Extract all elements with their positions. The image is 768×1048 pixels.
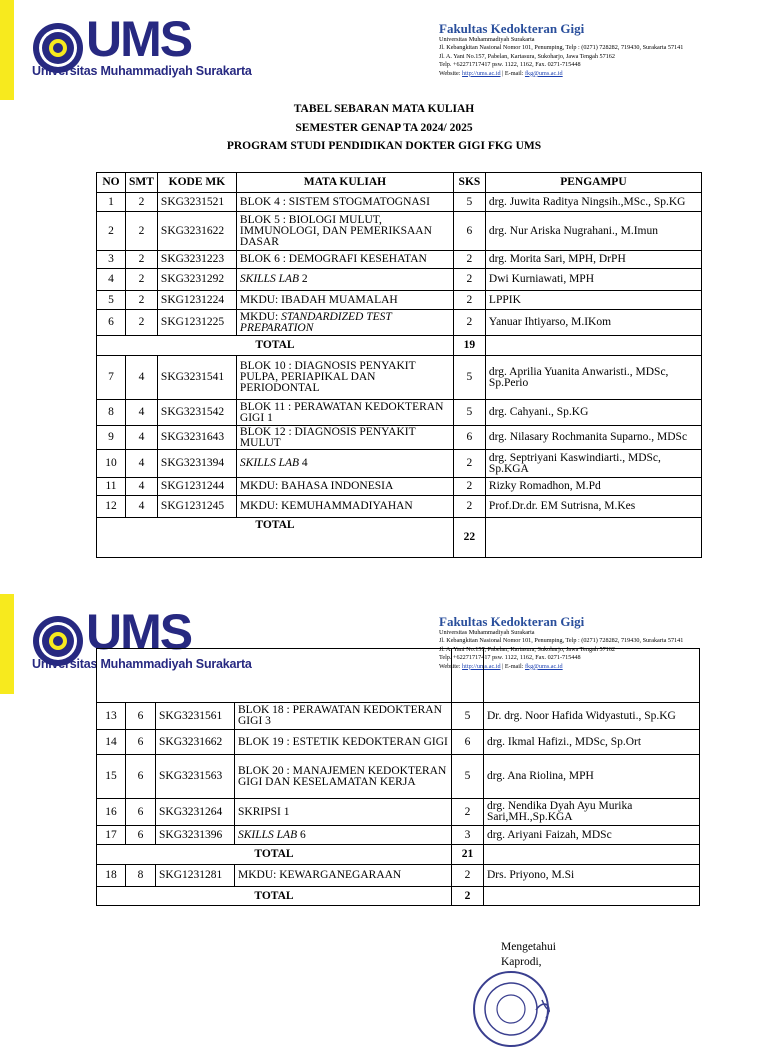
total-row <box>97 518 702 558</box>
cell-mata-kuliah <box>236 212 453 251</box>
cell-kode: SKG3231662 <box>156 730 235 755</box>
course-name: BLOK 11 : PERAWATAN KEDOKTERAN GIGI 1 <box>239 400 444 424</box>
course-table-page2 <box>96 648 700 906</box>
cell-no: 5 <box>97 291 126 310</box>
cell-no: 17 <box>97 826 126 845</box>
cell-smt: 6 <box>126 826 156 845</box>
cell-smt: 4 <box>126 450 158 478</box>
table-row <box>97 703 700 730</box>
cell-mata-kuliah <box>236 426 453 450</box>
cell-sks: 5 <box>453 193 485 212</box>
ums-logo <box>32 11 252 82</box>
table-row <box>97 251 702 269</box>
table-row <box>97 496 702 518</box>
email-link[interactable]: fkg@ums.ac.id <box>524 662 563 670</box>
letterhead-line: Universitas Muhammadiyah Surakarta <box>439 629 535 636</box>
signature-line: Kaprodi, <box>501 956 542 968</box>
table-row <box>97 478 702 496</box>
cell-pengampu: Dr. drg. Noor Hafida Widyastuti., Sp.KG <box>484 703 700 730</box>
letterhead-line: Jl. A. Yani No.157, Pabelan, Kartasura, Sukoharjo, Jawa Tengah 57162 <box>439 52 615 60</box>
university-name: Universitas Muhammadiyah Surakarta <box>32 64 252 78</box>
cell-pengampu: drg. Ana Riolina, MPH <box>484 755 700 799</box>
course-prefix: MKDU: <box>239 310 282 323</box>
cell-sks: 5 <box>453 356 485 400</box>
table-row <box>97 730 700 755</box>
cell-no: 2 <box>97 212 126 251</box>
cell-mata-kuliah <box>235 755 452 799</box>
cell-sks: 2 <box>453 251 485 269</box>
cell-smt: 6 <box>126 730 156 755</box>
cell-smt: 4 <box>126 478 158 496</box>
total-label: TOTAL <box>97 887 452 906</box>
cell-kode: SKG3231292 <box>157 269 236 291</box>
logo-wordmark: UMS <box>86 604 192 660</box>
logo-wordmark: UMS <box>86 11 192 67</box>
course-name: 2 <box>299 273 308 285</box>
total-label: TOTAL <box>97 518 454 558</box>
cell-no: 9 <box>97 426 126 450</box>
cell-no: 3 <box>97 251 126 269</box>
cell-no: 8 <box>97 400 126 426</box>
table-row <box>97 799 700 826</box>
cell-mata-kuliah <box>235 826 452 845</box>
cell-smt: 2 <box>126 269 158 291</box>
empty-cell <box>452 649 484 703</box>
cell-sks: 2 <box>452 865 484 887</box>
continuation-header-row <box>97 649 700 703</box>
col-header: MATA KULIAH <box>236 173 453 193</box>
letterhead-line: Jl. A. Yani No.157, Pabelan, Kartasura, Sukoharjo, Jawa Tengah 57162 <box>439 645 615 653</box>
cell-kode: SKG3231223 <box>157 251 236 269</box>
yellow-accent-bar <box>0 0 14 100</box>
course-name: BLOK 10 : DIAGNOSIS PENYAKIT PULPA, PERIAPIKAL DAN PERIODONTAL <box>239 360 416 394</box>
official-stamp-icon <box>472 970 550 1048</box>
document-title <box>0 100 768 156</box>
course-name: SKRIPSI 1 <box>238 805 290 818</box>
course-italic: SKILLS LAB <box>238 828 298 841</box>
course-name: BLOK 18 : PERAWATAN KEDOKTERAN GIGI 3 <box>238 704 442 727</box>
cell-no: 1 <box>97 193 126 212</box>
total-row <box>97 845 700 865</box>
table-row <box>97 356 702 400</box>
cell-pengampu: Prof.Dr.dr. EM Sutrisna, M.Kes <box>485 496 701 518</box>
cell-sks: 2 <box>453 310 485 336</box>
course-italic: STANDARDIZED TEST PREPARATION <box>239 310 392 334</box>
letterhead-line: Jl. Kebangkitan Nasional Nomor 101, Penumping, Telp : (0271) 728282, 719430, Surakarta 57141 <box>439 44 684 52</box>
empty-cell <box>484 887 700 906</box>
cell-smt: 2 <box>126 310 158 336</box>
cell-sks: 3 <box>452 826 484 845</box>
cell-smt: 2 <box>126 212 158 251</box>
letterhead-line: Jl. Kebangkitan Nasional Nomor 101, Penumping, Telp : (0271) 728282, 719430, Surakarta 57141 <box>439 637 684 645</box>
cell-kode: SKG3231542 <box>157 400 236 426</box>
cell-no: 18 <box>97 865 126 887</box>
cell-sks: 6 <box>453 426 485 450</box>
course-italic: SKILLS LAB <box>239 273 300 285</box>
cell-smt: 4 <box>126 496 158 518</box>
table-row <box>97 291 702 310</box>
website-link[interactable]: http://ums.ac.id <box>462 662 501 670</box>
cell-pengampu: Drs. Priyono, M.Si <box>484 865 700 887</box>
cell-pengampu: Rizky Romadhon, M.Pd <box>485 478 701 496</box>
course-name: 6 <box>297 828 306 841</box>
cell-no: 13 <box>97 703 126 730</box>
total-sks: 2 <box>452 887 484 906</box>
course-name: MKDU: IBADAH MUAMALAH <box>239 293 398 306</box>
cell-no: 6 <box>97 310 126 336</box>
col-header: SMT <box>126 173 158 193</box>
total-row <box>97 336 702 356</box>
cell-kode: SKG3231396 <box>156 826 235 845</box>
total-sks: 22 <box>453 518 485 558</box>
cell-pengampu: drg. Ariyani Faizah, MDSc <box>484 826 700 845</box>
cell-pengampu: drg. Septriyani Kaswindiarti., MDSc, Sp.KGA <box>485 450 701 478</box>
cell-smt: 6 <box>126 799 156 826</box>
table-row <box>97 755 700 799</box>
cell-sks: 2 <box>452 799 484 826</box>
cell-sks: 2 <box>453 478 485 496</box>
course-table-page1 <box>96 172 702 558</box>
signature-block <box>501 940 556 970</box>
cell-pengampu: drg. Morita Sari, MPH, DrPH <box>485 251 701 269</box>
cell-sks: 2 <box>453 269 485 291</box>
website-label: Website: <box>439 662 461 670</box>
cell-pengampu: Dwi Kurniawati, MPH <box>485 269 701 291</box>
cell-kode: SKG1231281 <box>156 865 235 887</box>
course-name: BLOK 5 : BIOLOGI MULUT, IMMUNOLOGI, DAN PEMERIKSAAN DASAR <box>239 213 432 248</box>
cell-mata-kuliah <box>236 269 453 291</box>
cell-sks: 2 <box>453 496 485 518</box>
letterhead-line: Universitas Muhammadiyah Surakarta <box>439 36 535 43</box>
cell-pengampu: drg. Nur Ariska Nugrahani., M.Imun <box>485 212 701 251</box>
cell-mata-kuliah <box>236 478 453 496</box>
col-header: NO <box>97 173 126 193</box>
title-line: TABEL SEBARAN MATA KULIAH <box>293 103 475 115</box>
cell-sks: 6 <box>453 212 485 251</box>
cell-kode: SKG3231643 <box>157 426 236 450</box>
total-sks: 19 <box>453 336 485 356</box>
col-header: KODE MK <box>157 173 236 193</box>
table-row <box>97 450 702 478</box>
email-label: | E-mail: <box>502 69 524 77</box>
total-sks: 21 <box>452 845 484 865</box>
cell-no: 14 <box>97 730 126 755</box>
table-row <box>97 400 702 426</box>
cell-smt: 6 <box>126 703 156 730</box>
cell-sks: 5 <box>453 400 485 426</box>
cell-kode: SKG1231224 <box>157 291 236 310</box>
cell-pengampu: LPPIK <box>485 291 701 310</box>
course-name: 4 <box>299 457 308 469</box>
total-label: TOTAL <box>97 336 454 356</box>
cell-kode: SKG3231264 <box>156 799 235 826</box>
cell-mata-kuliah <box>235 730 452 755</box>
email-link[interactable]: fkg@ums.ac.id <box>524 69 563 77</box>
cell-no: 15 <box>97 755 126 799</box>
cell-kode: SKG1231225 <box>157 310 236 336</box>
empty-cell <box>485 518 701 558</box>
cell-mata-kuliah <box>236 310 453 336</box>
table-row <box>97 426 702 450</box>
course-name: BLOK 12 : DIAGNOSIS PENYAKIT MULUT <box>239 425 416 449</box>
table-row <box>97 212 702 251</box>
empty-cell <box>485 336 701 356</box>
cell-mata-kuliah <box>236 496 453 518</box>
cell-smt: 2 <box>126 251 158 269</box>
letterhead-contact <box>439 70 759 78</box>
cell-mata-kuliah <box>235 799 452 826</box>
cell-kode: SKG3231521 <box>157 193 236 212</box>
cell-no: 11 <box>97 478 126 496</box>
cell-no: 7 <box>97 356 126 400</box>
table-row <box>97 865 700 887</box>
cell-mata-kuliah <box>236 400 453 426</box>
cell-smt: 2 <box>126 291 158 310</box>
empty-cell <box>484 845 700 865</box>
cell-sks: 6 <box>452 730 484 755</box>
cell-kode: SKG3231563 <box>156 755 235 799</box>
total-label: TOTAL <box>97 845 452 865</box>
col-header: SKS <box>453 173 485 193</box>
table-row <box>97 826 700 845</box>
faculty-title: Fakultas Kedokteran Gigi <box>439 614 585 629</box>
cell-no: 16 <box>97 799 126 826</box>
cell-mata-kuliah <box>236 251 453 269</box>
cell-smt: 8 <box>126 865 156 887</box>
title-line: SEMESTER GENAP TA 2024/ 2025 <box>295 121 473 134</box>
cell-kode: SKG3231394 <box>157 450 236 478</box>
course-name: MKDU: KEMUHAMMADIYAHAN <box>239 500 413 512</box>
cell-no: 12 <box>97 496 126 518</box>
cell-sks: 2 <box>453 291 485 310</box>
course-name: MKDU: BAHASA INDONESIA <box>239 480 394 492</box>
title-line: PROGRAM STUDI PENDIDIKAN DOKTER GIGI FKG UMS <box>226 140 542 152</box>
cell-pengampu: drg. Juwita Raditya Ningsih.,MSc., Sp.KG <box>485 193 701 212</box>
letterhead-line: Telp. +62271717417 psw. 1122, 1162, Fax. 0271-715448 <box>439 61 581 69</box>
cell-mata-kuliah <box>235 865 452 887</box>
empty-cell <box>97 649 452 703</box>
table-header-row <box>97 173 702 193</box>
email-label: | E-mail: <box>502 662 524 670</box>
cell-kode: SKG3231541 <box>157 356 236 400</box>
university-name: Universitas Muhammadiyah Surakarta <box>32 657 252 671</box>
cell-pengampu: drg. Ikmal Hafizi., MDSc, Sp.Ort <box>484 730 700 755</box>
cell-smt: 4 <box>126 400 158 426</box>
cell-mata-kuliah <box>236 291 453 310</box>
course-name: BLOK 20 : MANAJEMEN KEDOKTERAN GIGI DAN KESELAMATAN KERJA <box>238 764 447 788</box>
cell-pengampu: Yanuar Ihtiyarso, M.IKom <box>485 310 701 336</box>
table-row <box>97 193 702 212</box>
cell-pengampu: drg. Aprilia Yuanita Anwaristi., MDSc, Sp.Perio <box>485 356 701 400</box>
cell-pengampu: drg. Nendika Dyah Ayu Murika Sari,MH.,Sp.KGA <box>484 799 700 826</box>
cell-kode: SKG1231244 <box>157 478 236 496</box>
cell-smt: 4 <box>126 356 158 400</box>
empty-cell <box>484 649 700 703</box>
cell-sks: 2 <box>453 450 485 478</box>
total-row <box>97 887 700 906</box>
faculty-letterhead <box>439 21 759 78</box>
course-name: BLOK 6 : DEMOGRAFI KESEHATAN <box>239 253 427 265</box>
cell-pengampu: drg. Nilasary Rochmanita Suparno., MDSc <box>485 426 701 450</box>
course-name: MKDU: KEWARGANEGARAAN <box>238 869 402 881</box>
cell-no: 4 <box>97 269 126 291</box>
website-link[interactable]: http://ums.ac.id <box>462 69 501 77</box>
cell-smt: 2 <box>126 193 158 212</box>
course-name: BLOK 19 : ESTETIK KEDOKTERAN GIGI <box>238 735 448 748</box>
yellow-accent-bar <box>0 594 14 694</box>
table-row <box>97 269 702 291</box>
cell-mata-kuliah <box>236 356 453 400</box>
cell-sks: 5 <box>452 755 484 799</box>
cell-smt: 6 <box>126 755 156 799</box>
cell-mata-kuliah <box>236 193 453 212</box>
faculty-title: Fakultas Kedokteran Gigi <box>439 21 585 36</box>
table-row <box>97 310 702 336</box>
cell-kode: SKG3231622 <box>157 212 236 251</box>
course-italic: SKILLS LAB <box>239 457 300 469</box>
signature-line: Mengetahui <box>501 941 556 953</box>
website-label: Website: <box>439 69 461 77</box>
cell-pengampu: drg. Cahyani., Sp.KG <box>485 400 701 426</box>
col-header: PENGAMPU <box>485 173 701 193</box>
cell-no: 10 <box>97 450 126 478</box>
cell-sks: 5 <box>452 703 484 730</box>
letterhead-line: Telp. +62271717417 psw. 1122, 1162, Fax. 0271-715448 <box>439 654 581 662</box>
cell-mata-kuliah <box>235 703 452 730</box>
course-name: BLOK 4 : SISTEM STOGMATOGNASI <box>239 195 430 208</box>
cell-kode: SKG3231561 <box>156 703 235 730</box>
cell-mata-kuliah <box>236 450 453 478</box>
cell-kode: SKG1231245 <box>157 496 236 518</box>
cell-smt: 4 <box>126 426 158 450</box>
